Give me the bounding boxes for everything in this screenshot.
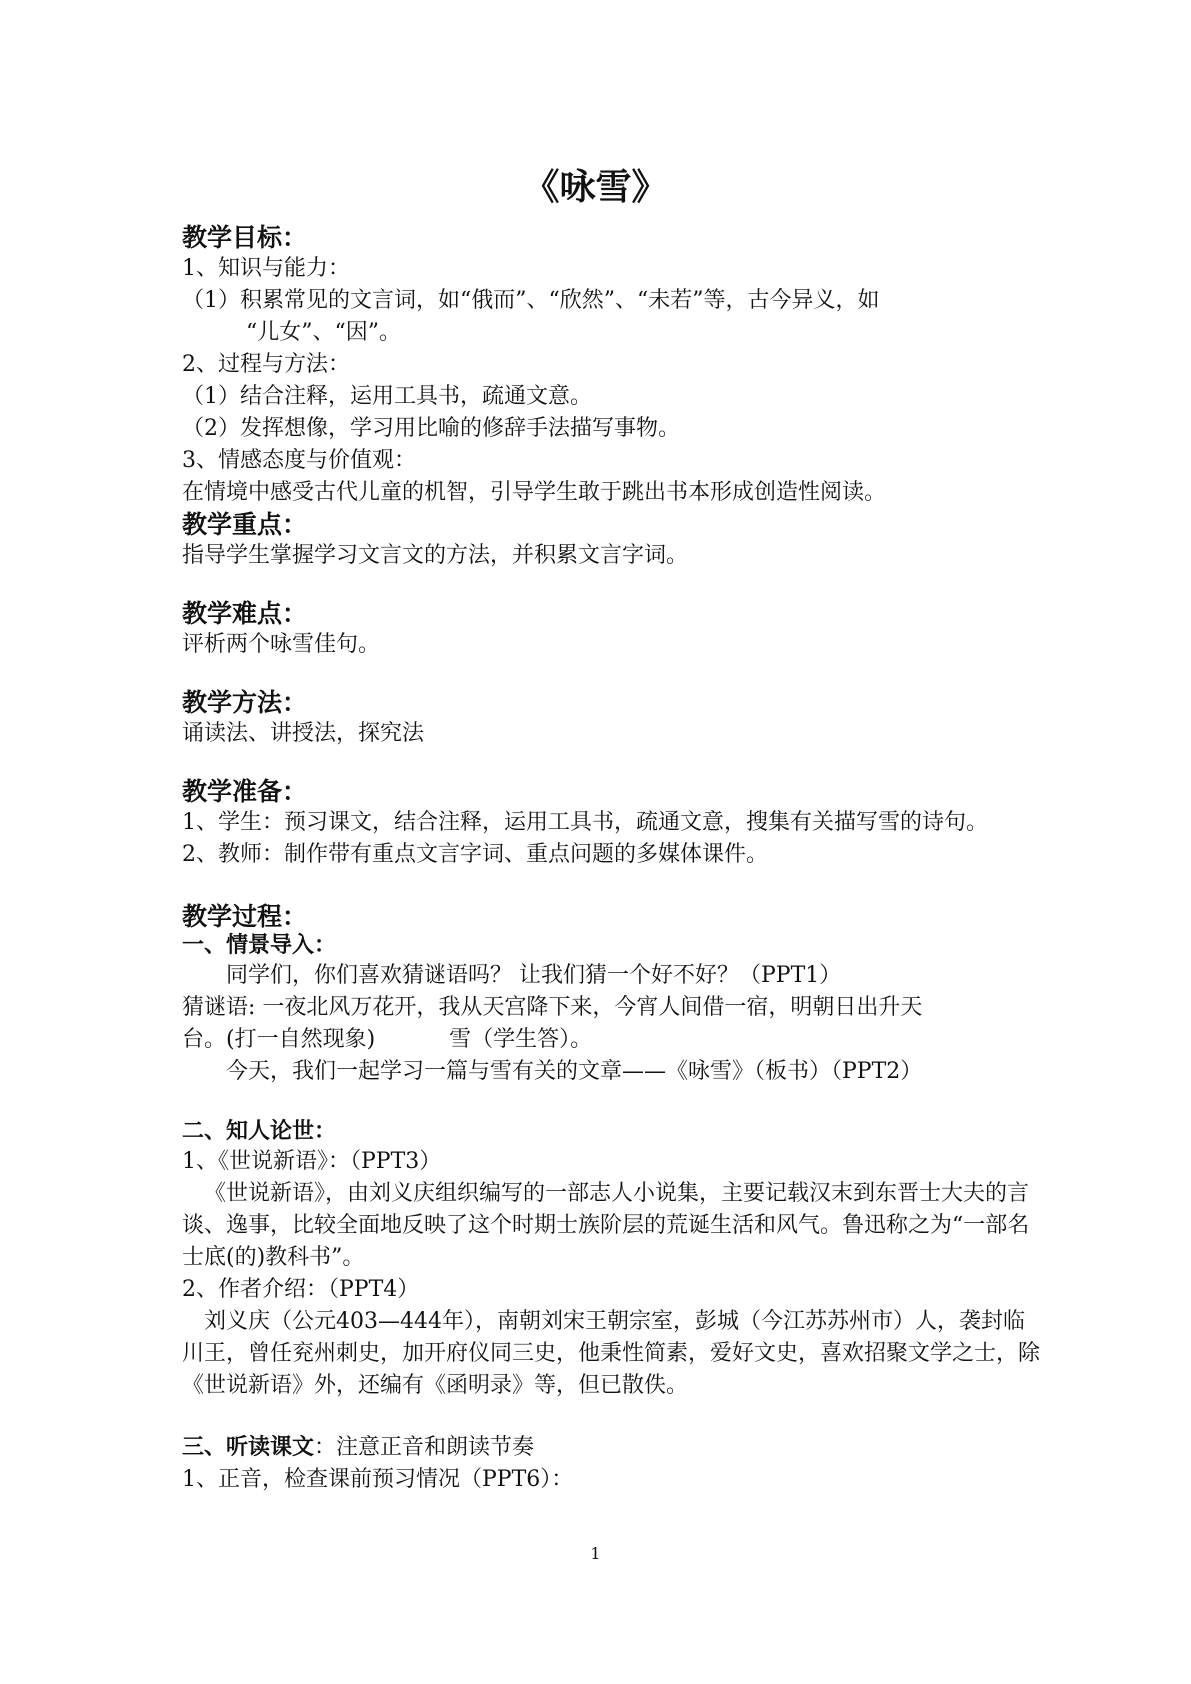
preparation-heading: 教学准备： <box>182 777 308 806</box>
objectives-line: （1）积累常见的文言词，如“俄而”、“欣然”、“未若”等，古今异义，如 <box>182 288 880 313</box>
section-one-heading: 一、情景导入： <box>182 933 337 958</box>
section-two-line: 2、作者介绍：（PPT4） <box>182 1277 420 1302</box>
process-heading: 教学过程： <box>182 902 308 931</box>
page-title: 《咏雪》 <box>523 167 668 208</box>
riddle-hint: 台。(打一自然现象) <box>182 1027 376 1052</box>
focus-text: 指导学生掌握学习文言文的方法，并积累文言字词。 <box>182 543 689 568</box>
section-three-line: 1、正音，检查课前预习情况（PPT6）： <box>182 1467 574 1492</box>
section-two-line: 1、《世说新语》：（PPT3） <box>182 1149 442 1174</box>
objectives-line: 2、过程与方法： <box>182 352 350 377</box>
section-one-paragraph: 今天，我们一起学习一篇与雪有关的文章——《咏雪》（板书）（PPT2） <box>226 1059 923 1084</box>
section-two-heading: 二、知人论世： <box>182 1119 337 1144</box>
objectives-line: 3、情感态度与价值观： <box>182 448 416 473</box>
objectives-heading: 教学目标： <box>182 223 308 252</box>
section-three-heading-note: ：注意正音和朗读节奏 <box>314 1435 535 1460</box>
objectives-line: 1、知识与能力： <box>182 256 350 281</box>
preparation-line: 2、教师：制作带有重点文言字词、重点问题的多媒体课件。 <box>182 842 768 867</box>
section-two-paragraph: 《世说新语》，由刘义庆组织编写的一部志人小说集，主要记载汉末到东晋士大夫的言谈、逸事，比较全面地反映了这个时期士族阶层的荒诞生活和风气。鲁迅称之为“一部名士底(的)教科书”。 <box>182 1181 1030 1270</box>
riddle-answer: 雪（学生答）。 <box>449 1027 593 1052</box>
section-two-paragraph: 刘义庆（公元403—444年），南朝刘宋王朝宗室，彭城（今江苏苏州市）人，袭封临川王，曾任兖州刺史，加开府仪同三史，他秉性简素，爱好文史，喜欢招聚文学之士，除《世说新语》外，还编有《函明录》等，但已散佚。 <box>182 1309 1041 1398</box>
section-three-heading-line <box>182 1432 1042 1464</box>
section-three-heading: 三、听读课文 <box>182 1435 315 1460</box>
document-body <box>182 222 1042 1496</box>
riddle-line: 猜谜语: 一夜北风万花开，我从天宫降下来，今宵人间借一宿，明朝日出升天 <box>182 995 923 1020</box>
preparation-line: 1、学生：预习课文，结合注释，运用工具书，疏通文意，搜集有关描写雪的诗句。 <box>182 810 988 835</box>
method-text: 诵读法、讲授法，探究法 <box>182 721 425 746</box>
difficulty-heading: 教学难点： <box>182 599 308 628</box>
page-number: 1 <box>590 1544 601 1563</box>
method-heading: 教学方法： <box>182 688 308 717</box>
objectives-line: （1）结合注释，运用工具书，疏通文意。 <box>182 384 592 409</box>
objectives-line: 在情境中感受古代儿童的机智，引导学生敢于跳出书本形成创造性阅读。 <box>182 480 887 505</box>
objectives-line: （2）发挥想像，学习用比喻的修辞手法描写事物。 <box>182 416 680 441</box>
section-one-paragraph: 同学们，你们喜欢猜谜语吗？ 让我们猜一个好不好？（PPT1） <box>226 963 842 988</box>
riddle-line <box>182 1024 1042 1056</box>
difficulty-text: 评析两个咏雪佳句。 <box>182 632 381 657</box>
focus-heading: 教学重点： <box>182 510 308 539</box>
objectives-line: “儿女”、“因”。 <box>246 320 401 345</box>
